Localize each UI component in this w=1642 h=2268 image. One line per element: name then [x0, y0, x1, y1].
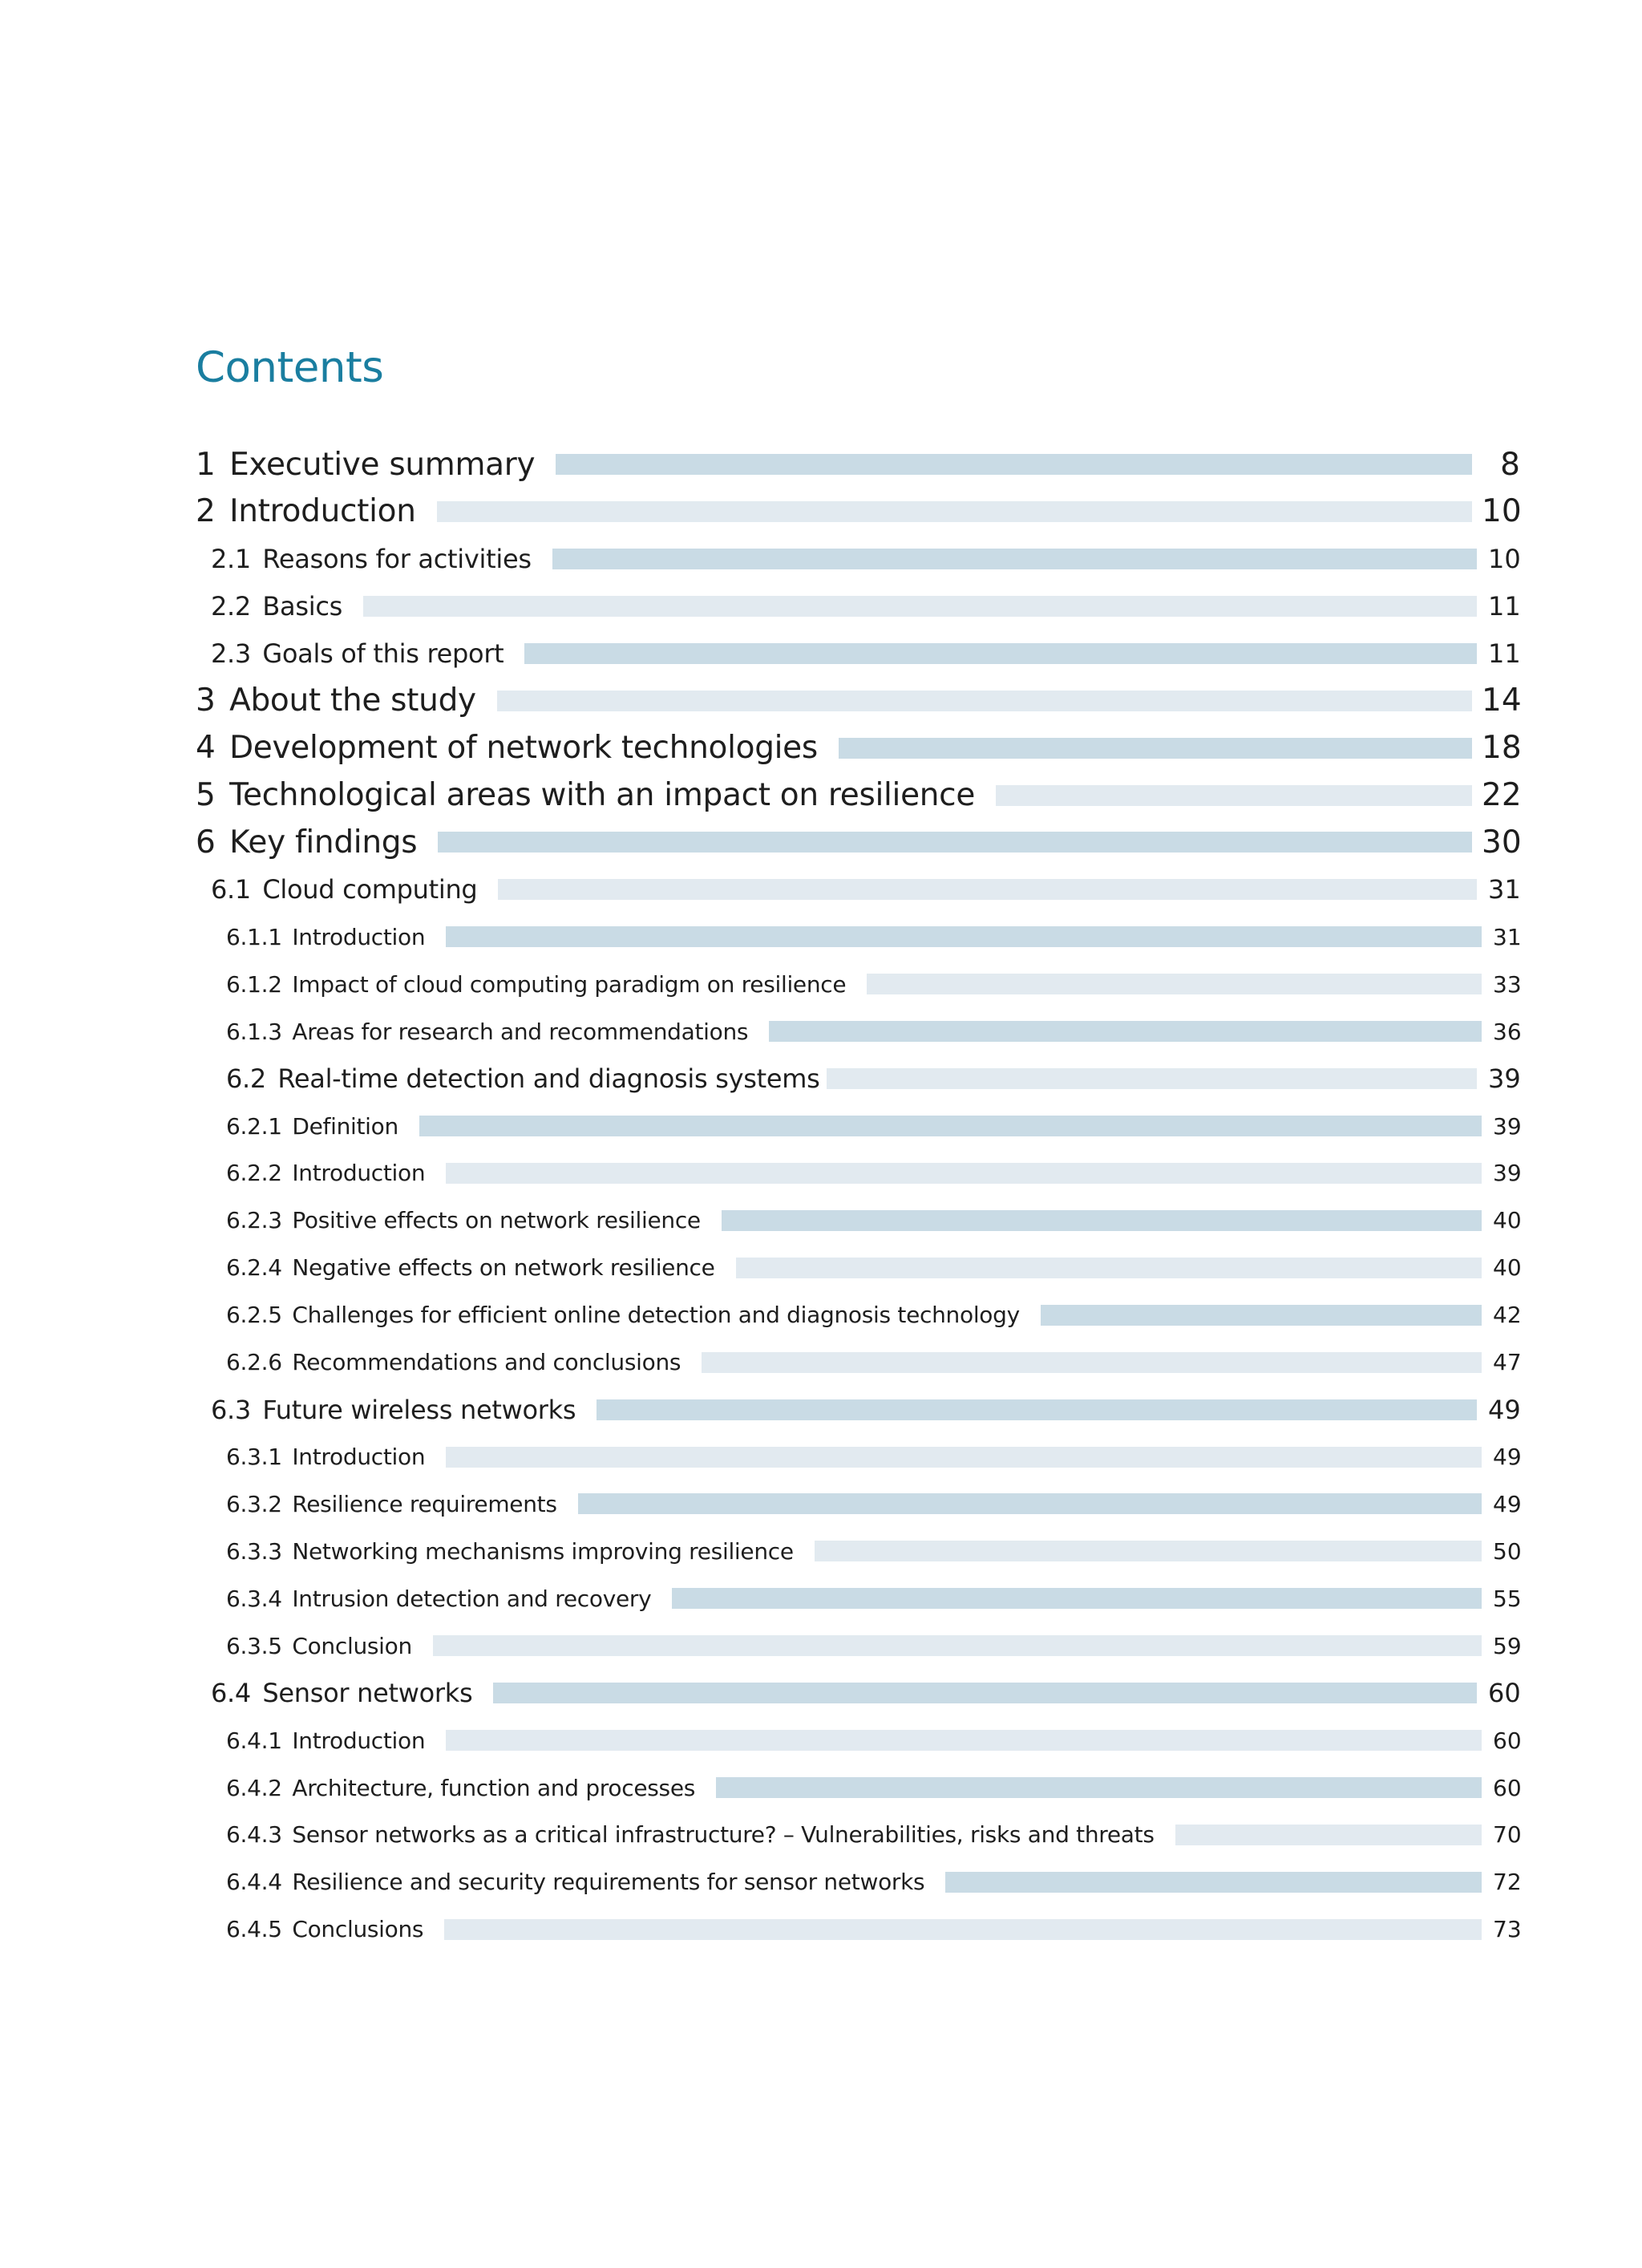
toc-entry-title: Cloud computing	[262, 874, 478, 905]
toc-leader-bar	[446, 1447, 1482, 1468]
toc-entry[interactable]	[226, 1110, 1520, 1142]
toc-page-number: 31	[1493, 923, 1522, 950]
toc-entry-number: 3	[196, 682, 216, 719]
toc-entry-number: 6.4.1	[226, 1727, 282, 1754]
toc-entry-label	[226, 1019, 748, 1045]
toc-entry-label	[226, 1113, 398, 1140]
toc-entry-label	[211, 874, 477, 905]
toc-entry-number: 2.2	[211, 590, 251, 622]
toc-entry-title: Introduction	[292, 923, 426, 950]
toc-page-number: 30	[1482, 824, 1522, 861]
toc-leader-bar	[524, 643, 1477, 664]
toc-entry-label	[211, 1678, 472, 1708]
toc-leader-bar	[419, 1116, 1482, 1136]
toc-entry-label	[226, 1586, 651, 1612]
toc-entry-number: 6	[196, 824, 216, 861]
toc-leader-bar	[556, 454, 1472, 475]
toc-leader-bar	[839, 738, 1472, 759]
toc-page-number: 47	[1493, 1349, 1522, 1376]
toc-leader-bar	[438, 832, 1472, 853]
toc-page-number: 59	[1493, 1632, 1522, 1659]
toc-entry-title: Resilience and security requirements for sensor networks	[292, 1869, 925, 1896]
toc-page-number: 31	[1488, 874, 1521, 905]
toc-entry-number: 6.2.4	[226, 1254, 282, 1282]
toc-entry-label	[226, 1063, 820, 1094]
toc-page-number: 22	[1482, 777, 1522, 813]
toc-entry-number: 6.2	[226, 1063, 266, 1095]
toc-entry[interactable]	[226, 1772, 1520, 1804]
toc-entry[interactable]	[196, 776, 1520, 816]
toc-entry[interactable]	[226, 968, 1520, 1000]
toc-entry-title: Architecture, function and processes	[292, 1774, 696, 1801]
toc-entry-label	[226, 1538, 794, 1565]
toc-leader-bar	[827, 1068, 1477, 1089]
toc-entry-title: Definition	[292, 1112, 398, 1140]
toc-leader-bar	[578, 1493, 1482, 1514]
toc-entry-title: Networking mechanisms improving resilience	[292, 1537, 794, 1565]
toc-leader-bar	[552, 549, 1477, 569]
toc-entry-number: 6.3.5	[226, 1632, 282, 1659]
toc-entry[interactable]	[196, 492, 1520, 532]
toc-entry[interactable]	[211, 636, 1520, 671]
toc-entry-title: Impact of cloud computing paradigm on resilience	[292, 970, 847, 998]
toc-page-number: 8	[1500, 446, 1520, 483]
toc-entry-label	[196, 824, 417, 861]
toc-entry-title: Negative effects on network resilience	[292, 1254, 715, 1282]
toc-entry-number: 6.1.3	[226, 1018, 282, 1045]
toc-leader-bar	[945, 1872, 1482, 1893]
toc-entry[interactable]	[226, 1630, 1520, 1662]
toc-page-number: 36	[1493, 1018, 1522, 1045]
toc-entry[interactable]	[226, 1252, 1520, 1284]
toc-entry-title: Introduction	[229, 493, 416, 530]
toc-leader-bar	[1041, 1305, 1482, 1326]
toc-entry-label	[226, 1821, 1155, 1848]
toc-entry-number: 2	[196, 493, 216, 530]
toc-page-number: 60	[1493, 1727, 1522, 1754]
toc-entry-number: 6.3.2	[226, 1490, 282, 1517]
toc-entry-title: Sensor networks	[262, 1678, 473, 1709]
toc-entry-number: 6.1.1	[226, 923, 282, 950]
toc-entry[interactable]	[226, 921, 1520, 953]
toc-entry-label	[196, 493, 416, 529]
toc-entry-number: 6.3	[211, 1394, 251, 1425]
toc-entry-title: Future wireless networks	[262, 1394, 576, 1425]
toc-entry-number: 1	[196, 446, 216, 483]
toc-entry-number: 6.1.2	[226, 970, 282, 998]
toc-entry[interactable]	[226, 1347, 1520, 1379]
toc-entry-number: 6.4.2	[226, 1774, 282, 1801]
toc-entry[interactable]	[196, 728, 1520, 768]
toc-entry-label	[226, 971, 846, 998]
toc-page-number: 55	[1493, 1585, 1522, 1612]
toc-leader-bar	[996, 785, 1472, 806]
toc-entry-title: Introduction	[292, 1160, 426, 1187]
toc-page-number: 39	[1493, 1112, 1522, 1140]
toc-entry-label	[226, 1491, 557, 1517]
toc-entry-label	[226, 1302, 1020, 1328]
toc-page-number: 73	[1493, 1916, 1522, 1943]
toc-page-number: 72	[1493, 1869, 1522, 1896]
toc-entry-number: 6.2.5	[226, 1302, 282, 1329]
toc-entry-label	[226, 1916, 423, 1942]
toc-entry-title: Sensor networks as a critical infrastructure? – Vulnerabilities, risks and threats	[292, 1821, 1155, 1849]
toc-entry-title: Executive summary	[229, 446, 536, 483]
toc-entry[interactable]	[226, 1914, 1520, 1946]
toc-entry-label	[226, 1349, 681, 1375]
toc-leader-bar	[722, 1210, 1482, 1231]
toc-entry-label	[226, 1160, 425, 1186]
toc-entry-number: 6.1	[211, 874, 251, 905]
toc-page-number: 18	[1482, 730, 1522, 767]
toc-entry[interactable]	[226, 1157, 1520, 1189]
toc-leader-bar	[769, 1021, 1482, 1042]
toc-leader-bar	[497, 691, 1472, 711]
toc-entry-title: Introduction	[292, 1727, 426, 1754]
toc-page-number: 10	[1488, 543, 1521, 574]
toc-page-number: 49	[1493, 1444, 1522, 1471]
toc-leader-bar	[1175, 1825, 1482, 1845]
toc-leader-bar	[867, 974, 1482, 994]
toc-page-number: 39	[1488, 1063, 1521, 1095]
toc-page-number: 39	[1493, 1160, 1522, 1187]
toc-entry-title: Introduction	[292, 1444, 426, 1471]
toc-leader-bar	[498, 879, 1477, 900]
toc-entry[interactable]	[211, 541, 1520, 577]
toc-leader-bar	[815, 1541, 1482, 1561]
toc-entry[interactable]	[226, 1205, 1520, 1237]
toc-page-number: 11	[1488, 638, 1521, 669]
toc-page-number: 40	[1493, 1207, 1522, 1234]
toc-page-number: 60	[1488, 1678, 1521, 1709]
toc-entry-title: Development of network technologies	[229, 730, 818, 767]
toc-entry-number: 2.1	[211, 543, 251, 574]
toc-leader-bar	[672, 1588, 1482, 1609]
toc-leader-bar	[493, 1683, 1477, 1703]
toc-entry-label	[226, 924, 425, 950]
toc-leader-bar	[444, 1919, 1482, 1940]
toc-page-number: 42	[1493, 1302, 1522, 1329]
toc-entry-number: 4	[196, 730, 216, 767]
toc-entry-label	[211, 638, 504, 669]
toc-entry-label	[226, 1727, 425, 1754]
toc-leader-bar	[446, 926, 1482, 947]
toc-entry[interactable]	[196, 681, 1520, 721]
toc-entry-label	[211, 1395, 576, 1425]
toc-page-number: 10	[1482, 493, 1522, 530]
toc-entry-title: Reasons for activities	[262, 543, 532, 574]
toc-entry-title: Areas for research and recommendations	[292, 1018, 749, 1045]
toc-leader-bar	[433, 1635, 1482, 1656]
toc-leader-bar	[437, 501, 1472, 522]
toc-entry[interactable]	[226, 1582, 1520, 1614]
toc-entry-number: 6.3.1	[226, 1444, 282, 1471]
toc-page-number: 60	[1493, 1774, 1522, 1801]
toc-entry[interactable]	[196, 822, 1520, 862]
toc-entry-title: Key findings	[229, 824, 418, 861]
toc-entry-title: Resilience requirements	[292, 1490, 557, 1517]
toc-entry[interactable]	[226, 1488, 1520, 1520]
toc-entry-label	[226, 1775, 695, 1801]
toc-entry-number: 6.4.5	[226, 1916, 282, 1943]
toc-leader-bar	[736, 1258, 1482, 1278]
toc-entry[interactable]	[211, 589, 1520, 624]
toc-entry-title: Technological areas with an impact on resilience	[229, 777, 976, 813]
toc-entry-number: 6.4.4	[226, 1869, 282, 1896]
toc-entry-number: 6.2.2	[226, 1160, 282, 1187]
toc-entry-title: Basics	[262, 590, 342, 622]
toc-entry-label	[211, 591, 342, 622]
toc-entry-number: 6.3.3	[226, 1537, 282, 1565]
toc-entry-number: 6.4	[211, 1678, 251, 1709]
toc-page-number: 49	[1488, 1394, 1521, 1425]
toc-entry-number: 6.4.3	[226, 1821, 282, 1849]
toc-entry-title: Positive effects on network resilience	[292, 1207, 701, 1234]
toc-entry-number: 6.3.4	[226, 1585, 282, 1612]
toc-leader-bar	[446, 1730, 1482, 1751]
toc-entry-number: 6.2.1	[226, 1112, 282, 1140]
toc-entry-number: 2.3	[211, 638, 251, 669]
toc-entry[interactable]	[211, 1675, 1520, 1711]
toc-page-number: 33	[1493, 970, 1522, 998]
toc-entry[interactable]	[211, 872, 1520, 907]
toc-entry-label	[196, 777, 975, 813]
toc-page-number: 11	[1488, 590, 1521, 622]
toc-leader-bar	[363, 596, 1477, 617]
toc-entry-title: Recommendations and conclusions	[292, 1349, 681, 1376]
toc-entry-number: 6.2.3	[226, 1207, 282, 1234]
toc-leader-bar	[716, 1777, 1482, 1798]
toc-entry[interactable]	[211, 1392, 1520, 1428]
toc-entry-label	[196, 682, 476, 719]
toc-entry-title: Goals of this report	[262, 638, 504, 669]
page-title: Contents	[196, 343, 384, 392]
toc-leader-bar	[702, 1352, 1482, 1373]
toc-entry[interactable]	[226, 1535, 1520, 1567]
toc-entry-title: Intrusion detection and recovery	[292, 1585, 652, 1612]
toc-entry-label	[226, 1207, 701, 1233]
toc-entry-label	[226, 1869, 924, 1895]
toc-entry[interactable]	[196, 444, 1520, 484]
toc-page-number: 50	[1493, 1537, 1522, 1565]
toc-entry-number: 6.2.6	[226, 1349, 282, 1376]
toc-entry[interactable]	[226, 1015, 1520, 1047]
toc-entry-title: About the study	[229, 682, 476, 719]
toc-entry-number: 5	[196, 777, 216, 813]
toc-entry[interactable]	[226, 1866, 1520, 1898]
toc-entry-label	[196, 730, 818, 766]
toc-page-number: 14	[1482, 682, 1522, 719]
toc-leader-bar	[446, 1163, 1482, 1184]
toc-entry-title: Conclusion	[292, 1632, 412, 1659]
toc-entry-title: Challenges for efficient online detection and diagnosis technology	[292, 1302, 1020, 1329]
toc-page-number: 40	[1493, 1254, 1522, 1282]
toc-page-number: 49	[1493, 1490, 1522, 1517]
toc-entry[interactable]	[226, 1299, 1520, 1331]
toc-entry-label	[211, 544, 532, 574]
toc-page-number: 70	[1493, 1821, 1522, 1849]
toc-entry-label	[196, 447, 535, 483]
toc-entry-label	[226, 1444, 425, 1470]
toc-entry-title: Real-time detection and diagnosis systems	[277, 1063, 820, 1095]
toc-entry-label	[226, 1633, 412, 1659]
toc-entry-title: Conclusions	[292, 1916, 424, 1943]
toc-entry[interactable]	[226, 1061, 1520, 1096]
toc-entry-label	[226, 1254, 715, 1281]
toc-entry[interactable]	[226, 1819, 1520, 1851]
toc-entry[interactable]	[226, 1724, 1520, 1756]
toc-entry[interactable]	[226, 1441, 1520, 1473]
toc-leader-bar	[597, 1399, 1477, 1420]
